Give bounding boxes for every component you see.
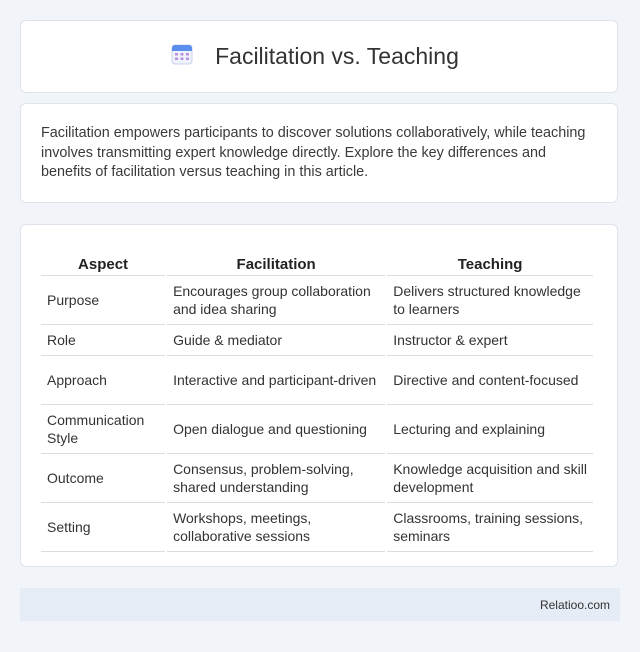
column-header-teaching: Teaching [387,245,593,276]
table-row [41,405,593,454]
footer-bar [20,588,620,621]
title-card [20,20,618,93]
table-cell: Outcome [41,454,165,503]
column-header-facilitation: Facilitation [167,245,385,276]
table-cell: Consensus, problem-solving, shared understanding [167,454,385,503]
comparison-table-card [20,224,618,567]
table-cell: Classrooms, training sessions, seminars [387,503,593,552]
table-cell: Encourages group collaboration and idea sharing [167,276,385,325]
table-cell: Knowledge acquisition and skill development [387,454,593,503]
table-cell: Guide & mediator [167,325,385,356]
table-cell: Delivers structured knowledge to learners [387,276,593,325]
column-header-aspect: Aspect [41,245,165,276]
table-cell: Open dialogue and questioning [167,405,385,454]
intro-card [20,103,618,203]
footer-brand-link[interactable]: Relatioo.com [539,597,610,612]
table-cell: Instructor & expert [387,325,593,356]
table-cell: Interactive and participant-driven [167,356,385,405]
intro-paragraph: Facilitation empowers participants to discover solutions collaboratively, while teaching involves transmitting expert knowledge directly. Explore the key differences and benefits of facilitation versus teaching in this article. [41,125,586,181]
table-cell: Role [41,325,165,356]
table-cell: Approach [41,356,165,405]
page-title: Facilitation vs. Teaching [215,43,459,69]
table-cell: Communication Style [41,405,165,454]
table-cell: Lecturing and explaining [387,405,593,454]
table-cell: Setting [41,503,165,552]
table-row [41,325,593,356]
table-row [41,356,593,405]
table-header-row [41,245,593,276]
table-cell: Workshops, meetings, collaborative sessions [167,503,385,552]
calendar-icon [171,43,193,70]
table-cell: Purpose [41,276,165,325]
table-cell: Directive and content-focused [387,356,593,405]
table-row [41,503,593,552]
table-row [41,276,593,325]
table-row [41,454,593,503]
comparison-table [39,245,595,552]
